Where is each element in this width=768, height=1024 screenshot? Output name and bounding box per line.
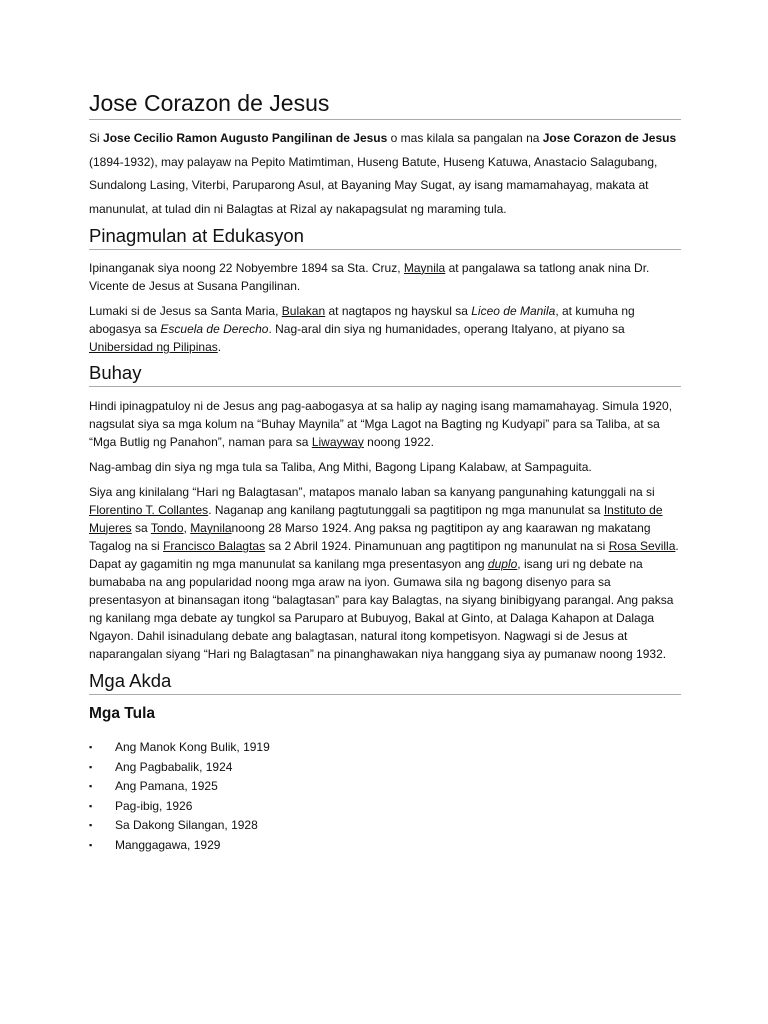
- link-unibersidad[interactable]: Unibersidad ng Pilipinas: [89, 340, 218, 354]
- link-maynila[interactable]: Maynila: [190, 521, 232, 535]
- text: (1894-1932), may palayaw na Pepito Matimtiman, Huseng Batute, Huseng Katuwa, Anastacio Salagubang, Sundalong Lasing, Viterbi, Paruparong Asul, at Bayaning May Sugat, ay isang mamamahayag, makata at manunulat, at tulad din ni Balagtas at Rizal ay nakapagsulat ng maraming tula.: [89, 154, 658, 216]
- link-bulakan[interactable]: Bulakan: [281, 304, 326, 318]
- poem-title: Ang Manok Kong Bulik, 1919: [115, 740, 270, 754]
- paragraph-career: [89, 397, 681, 451]
- text: Ipinanganak siya noong 22 Nobyembre 1894 sa Sta. Cruz,: [89, 261, 404, 275]
- poem-title: Sa Dakong Silangan, 1928: [115, 818, 258, 832]
- text: noong 1922.: [363, 435, 434, 449]
- poem-title: Ang Pagbabalik, 1924: [115, 759, 233, 774]
- article: [89, 88, 681, 855]
- poem-title: Pag-ibig, 1926: [115, 798, 193, 813]
- text: Lumaki si de Jesus sa Santa Maria,: [89, 304, 282, 318]
- link-duplo-text: duplo: [487, 557, 518, 571]
- list-item: [89, 816, 681, 836]
- bullet-icon: ▪: [89, 839, 93, 850]
- paragraph-contributions: Nag-ambag din siya ng mga tula sa Taliba, Ang Mithi, Bagong Lipang Kalabaw, at Sampaguita.: [89, 460, 592, 474]
- full-name: Jose Cecilio Ramon Augusto Pangilinan de Jesus: [103, 131, 388, 145]
- link-duplo[interactable]: [488, 557, 517, 571]
- text: , at kumuha ng abogasya sa: [89, 304, 635, 336]
- bullet-icon: ▪: [89, 820, 93, 830]
- paragraph-education: [89, 302, 681, 356]
- link-liwayway[interactable]: Liwayway: [311, 435, 364, 449]
- text: sa: [131, 521, 151, 535]
- text: . Dapat ay gagamitin ng mga manunulat sa kanilang mga presentasyon ang: [89, 539, 679, 571]
- text: ,: [183, 521, 191, 535]
- text: Hindi ipinagpatuloy ni de Jesus ang pag-aabogasya at sa halip ay naging isang mamamahayag. Simula 1920, nagsulat siya sa mga kolum na “Buhay Maynila” at “Mga Lagot na Bagting ng Kudyapi” para sa Taliba, at sa “Mga Butlig ng Panahon”, naman para sa: [89, 399, 673, 449]
- link-sevilla[interactable]: Rosa Sevilla: [608, 539, 676, 553]
- text: o mas kilala sa pangalan na: [387, 131, 543, 145]
- section-heading-akda: Mga Akda: [89, 669, 681, 695]
- paragraph-balagtasan: [89, 483, 681, 663]
- intro-paragraph: [89, 127, 681, 221]
- text: at pangalawa sa tatlong anak nina Dr. Vicente de Jesus at Susana Pangilinan.: [89, 261, 650, 293]
- text: noong 28 Marso 1924. Ang paksa ng pagtitipon ay ang kaarawan ng makatang Tagalog na si: [89, 521, 651, 553]
- subsection-heading-tula: Mga Tula: [89, 705, 156, 722]
- poem-title: Manggagawa, 1929: [115, 837, 221, 852]
- school-name: Escuela de Derecho: [160, 322, 269, 336]
- text: . Naganap ang kanilang pagtutunggali sa pagtitipon ng mga manunulat sa: [208, 503, 604, 517]
- section-heading-pinagmulan: Pinagmulan at Edukasyon: [89, 224, 681, 250]
- text: sa 2 Abril 1924. Pinamunuan ang pagtitipon ng manunulat na si: [265, 539, 609, 553]
- list-item: [89, 777, 681, 797]
- bullet-icon: ▪: [89, 800, 93, 811]
- text: Si: [89, 131, 104, 145]
- text: at nagtapos ng hayskul sa: [325, 304, 472, 318]
- known-name: Jose Corazon de Jesus: [542, 131, 677, 145]
- list-item: [89, 836, 681, 856]
- link-maynila[interactable]: Maynila: [403, 261, 446, 275]
- text: .: [217, 340, 222, 354]
- section-heading-buhay: Buhay: [89, 361, 681, 387]
- paragraph-birth: [89, 259, 681, 295]
- text: , isang uri ng debate na bumababa na ang popularidad noong mga araw na iyon. Gumawa sila ng bagong disenyo para sa presentasyon at binansagan itong “balagtasan” para kay Balagtas, na siyang binibigyang parangal. Ang paksa ng kanilang mga debate ay tungkol sa Paruparo at Bubuyog, Bakal at Ginto, at Dalaga Kahapon at Dalaga Ngayon. Dahil isinadulang debate ang balagtasan, natural itong kompetisyon. Nagwagi si de Jesus at naparangalan siyang “Hari ng Balagtasan” na pinanghawakan niya hanggang siya ay pumanaw noong 1932.: [89, 557, 674, 661]
- bullet-icon: ▪: [89, 761, 93, 772]
- list-item: [89, 738, 681, 758]
- page-title: Jose Corazon de Jesus: [89, 88, 681, 120]
- bullet-icon: ▪: [89, 742, 93, 752]
- school-name: Liceo de Manila: [471, 304, 556, 318]
- link-balagtas[interactable]: Francisco Balagtas: [163, 539, 266, 553]
- list-item: [89, 797, 681, 817]
- link-instituto[interactable]: Instituto de Mujeres: [89, 503, 663, 535]
- poem-list: [89, 738, 681, 855]
- list-item: [89, 758, 681, 778]
- poem-title: Ang Pamana, 1925: [115, 779, 218, 793]
- bullet-icon: ▪: [89, 781, 93, 791]
- text: . Nag-aral din siya ng humanidades, operang Italyano, at piyano sa: [268, 322, 625, 336]
- link-tondo[interactable]: Tondo: [150, 521, 184, 535]
- text: Siya ang kinilalang “Hari ng Balagtasan”, matapos manalo laban sa kanyang pangunahing katunggali na si: [89, 485, 655, 499]
- link-collantes[interactable]: Florentino T. Collantes: [89, 503, 209, 517]
